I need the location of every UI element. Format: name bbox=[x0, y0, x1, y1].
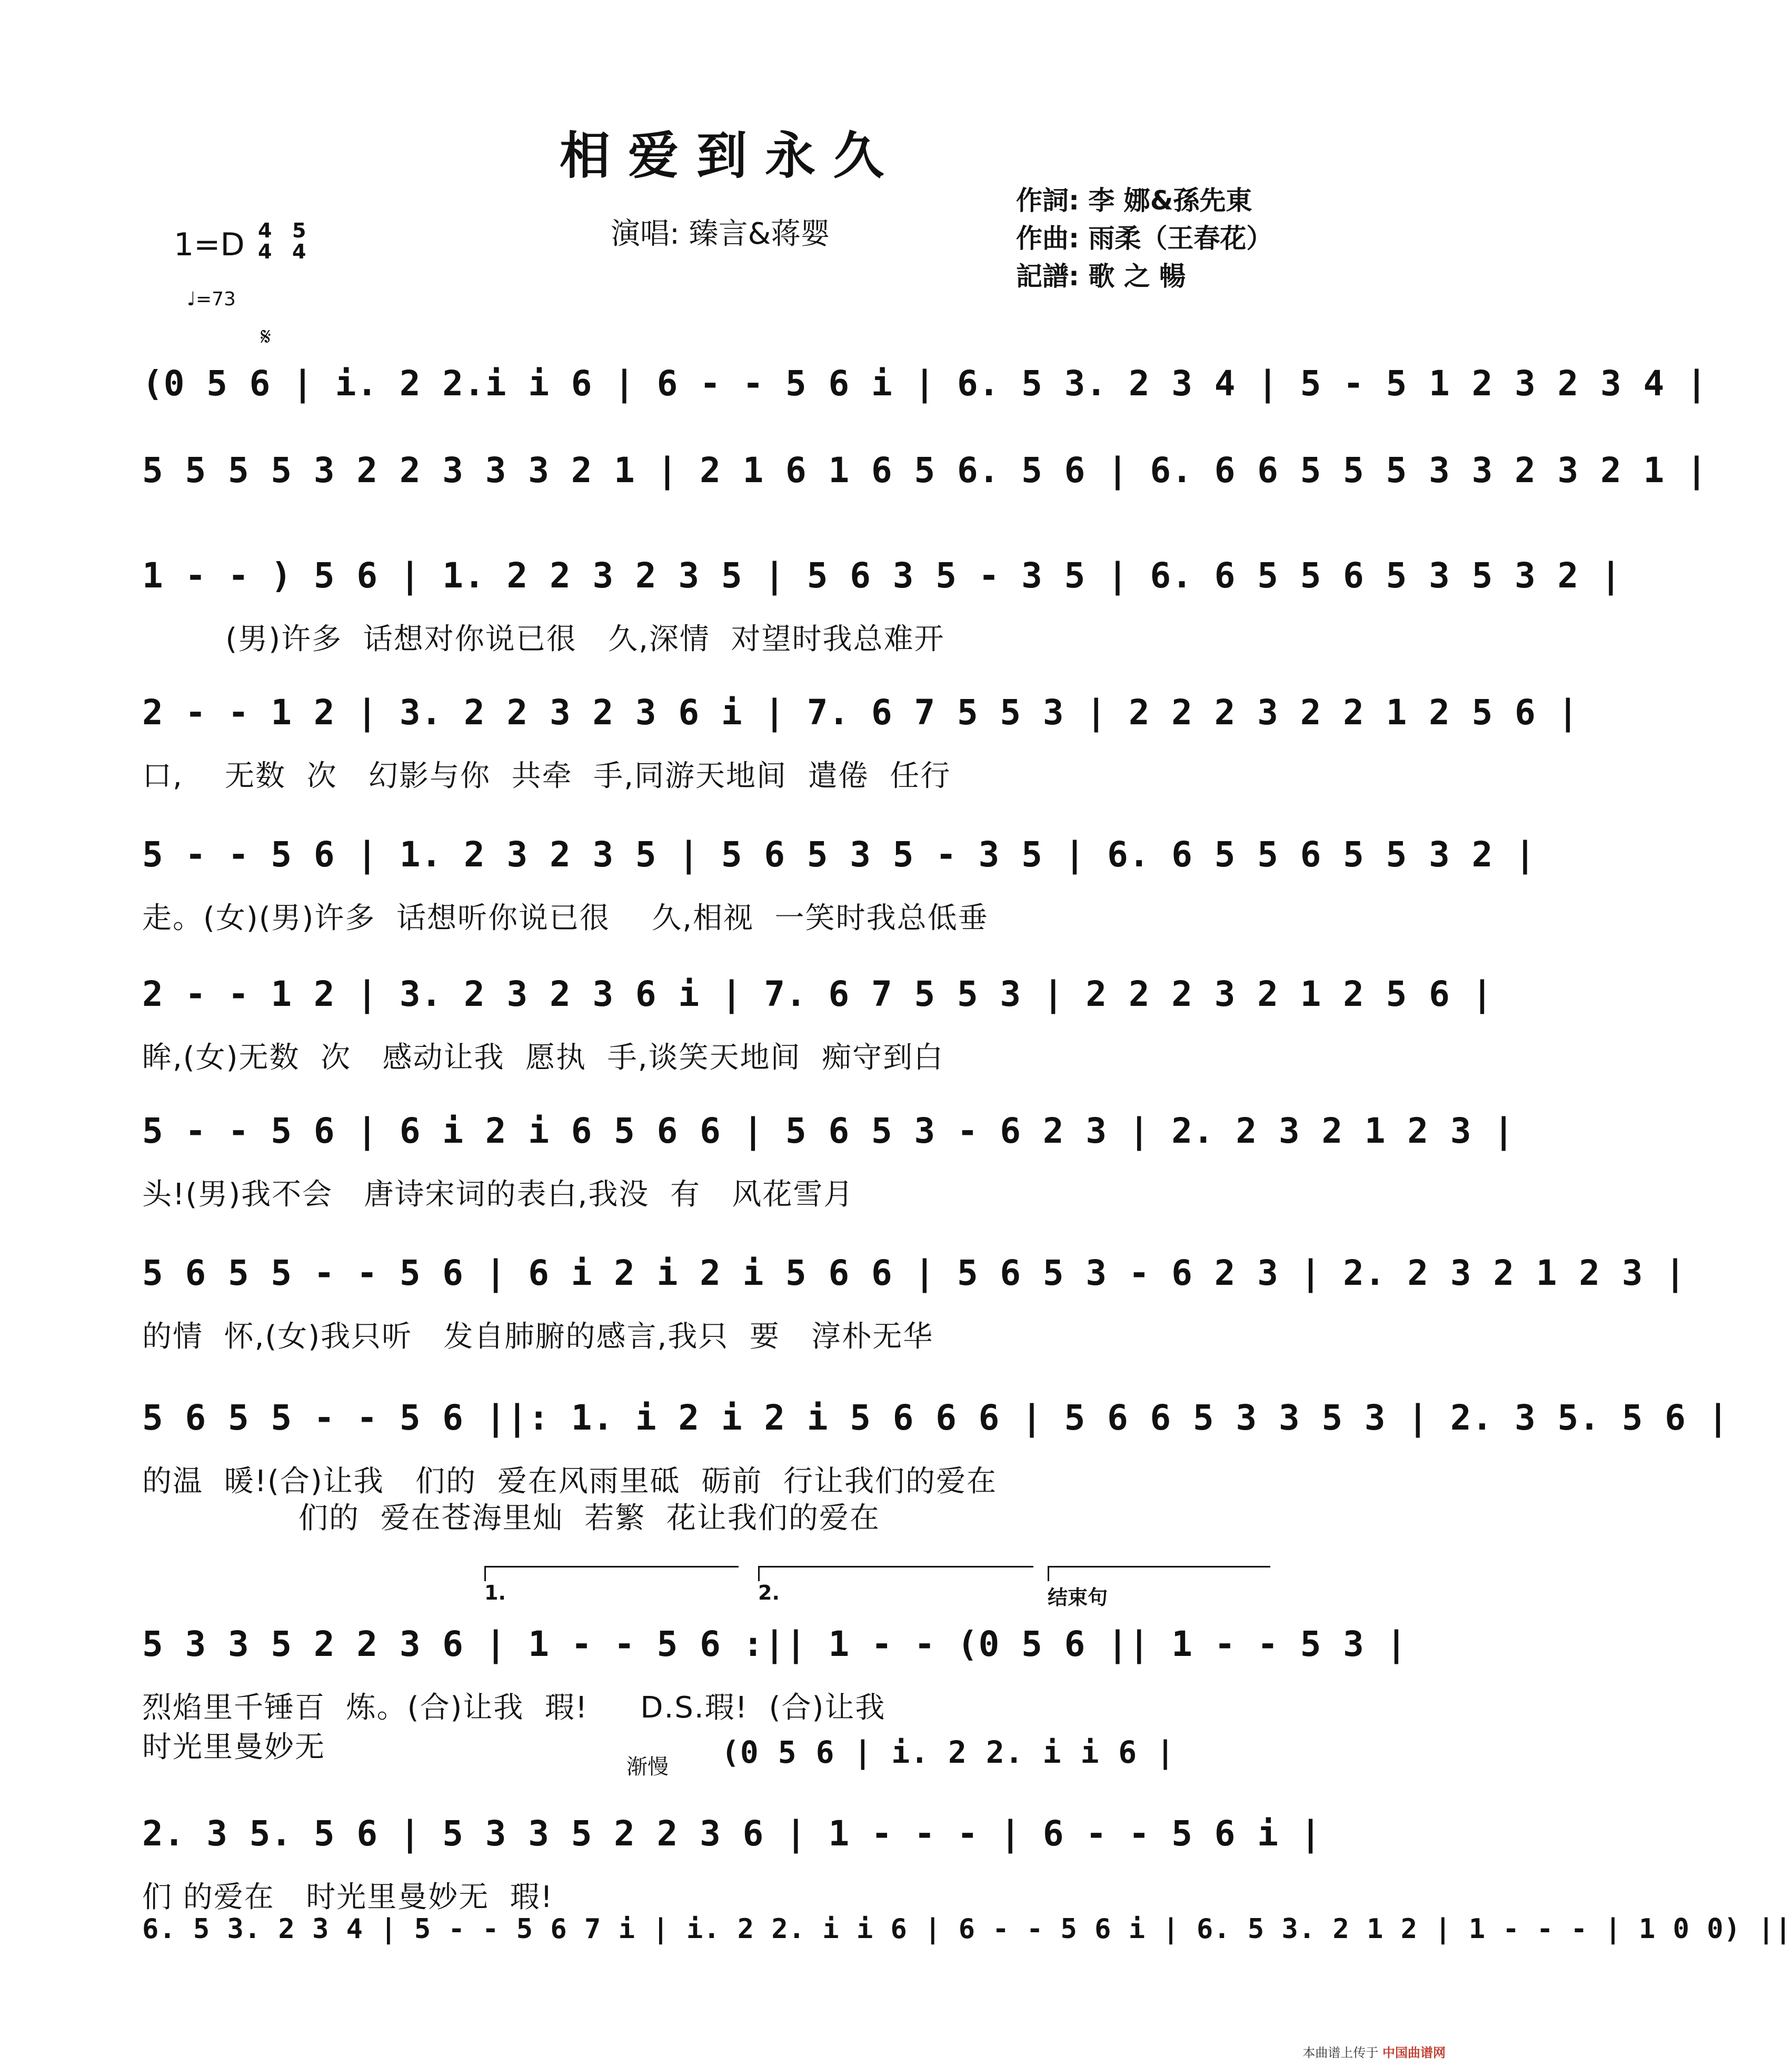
notation-credit: 記譜: 歌 之 暢 bbox=[1016, 261, 1186, 292]
volta-second: 2. bbox=[758, 1566, 1033, 1604]
lyric-row: 的情 怀,(女)我只听 发自肺腑的感言,我只 要 淳朴无华 bbox=[142, 1320, 934, 1354]
footer-watermark: 本曲谱上传于 中国曲谱网 bbox=[1302, 2045, 1446, 2060]
composer-credit: 作曲: 雨柔（王春花） bbox=[1016, 223, 1273, 254]
lyric-row: 头!(男)我不会 唐诗宋词的表白,我没 有 风花雪月 bbox=[142, 1177, 854, 1212]
time-signature-4-4: 4 4 bbox=[258, 219, 272, 263]
music-row: (0 5 6 | i. 2 2.i i 6 | 6 - - 5 6 i | 6. 5 3. 2 3 4 | 5 - 5 1 2 3 2 3 4 | bbox=[142, 363, 1708, 404]
music-row: 6. 5 3. 2 3 4 | 5 - - 5 6 7 i | i. 2 2. i i 6 | 6 - - 5 6 i | 6. 5 3. 2 1 2 | 1 - - - | 1 0 0) || bbox=[142, 1913, 1792, 1945]
music-row: 2 - - 1 2 | 3. 2 2 3 2 3 6 i | 7. 6 7 5 5 3 | 2 2 2 3 2 2 1 2 5 6 | bbox=[142, 692, 1579, 733]
credits-block bbox=[1016, 182, 1272, 295]
music-row: 1 - - ) 5 6 | 1. 2 2 3 2 3 5 | 5 6 3 5 - 3 5 | 6. 6 5 5 6 5 3 5 3 2 | bbox=[142, 555, 1622, 596]
lyric-row: 走。(女)(男)许多 话想听你说已很 久,相视 一笑时我总低垂 bbox=[142, 901, 989, 935]
lyric-row: 们 的爱在 时光里曼妙无 瑕! bbox=[142, 1880, 554, 1914]
volta-first: 1. bbox=[484, 1566, 739, 1604]
volta-ending: 结束句 bbox=[1048, 1566, 1270, 1610]
lyric-row: 们的 爱在苍海里灿 若繁 花让我们的爱在 bbox=[142, 1501, 880, 1535]
singer-credit: 演唱: 臻言&蒋婴 bbox=[611, 217, 830, 251]
music-row: 5 - - 5 6 | 1. 2 3 2 3 5 | 5 6 5 3 5 - 3 5 | 6. 6 5 5 6 5 5 3 2 | bbox=[142, 834, 1536, 875]
time-signature-5-4: 5 4 bbox=[292, 219, 306, 263]
lyric-row: 烈焰里千锤百 炼。(合)让我 瑕! D.S.瑕! (合)让我 bbox=[142, 1691, 886, 1725]
segno-sign: 𝄋 bbox=[261, 322, 271, 351]
key-signature: 1=D bbox=[174, 226, 245, 263]
music-row: 5 6 5 5 - - 5 6 ||: 1. i 2 i 2 i 5 6 6 6 | 5 6 6 5 3 3 5 3 | 2. 3 5. 5 6 | bbox=[142, 1397, 1729, 1438]
song-title: 相爱到永久 bbox=[560, 126, 902, 185]
inline-measures: (0 5 6 | i. 2 2. i i 6 | bbox=[721, 1734, 1176, 1770]
music-row: 2 - - 1 2 | 3. 2 3 2 3 6 i | 7. 6 7 5 5 3 | 2 2 2 3 2 1 2 5 6 | bbox=[142, 974, 1494, 1014]
music-row: 5 - - 5 6 | 6 i 2 i 6 5 6 6 | 5 6 5 3 - 6 2 3 | 2. 2 3 2 1 2 3 | bbox=[142, 1111, 1515, 1151]
lyric-row: 眸,(女)无数 次 感动让我 愿执 手,谈笑天地间 痴守到白 bbox=[142, 1041, 944, 1075]
lyric-row: 时光里曼妙无 bbox=[142, 1730, 325, 1764]
lyric-row: 的温 暖!(合)让我 们的 爱在风雨里砥 砺前 行让我们的爱在 bbox=[142, 1464, 997, 1499]
lyric-row: 口, 无数 次 幻影与你 共牵 手,同游天地间 遣倦 任行 bbox=[142, 759, 951, 793]
music-row: 5 3 3 5 2 2 3 6 | 1 - - 5 6 :|| 1 - - (0 5 6 || 1 - - 5 3 | bbox=[142, 1624, 1408, 1664]
lyricist-credit: 作詞: 李 娜&孫先東 bbox=[1016, 185, 1252, 216]
tempo-marking: ♩=73 bbox=[187, 288, 236, 310]
lyric-row: (男)许多 话想对你说已很 久,深情 对望时我总难开 bbox=[142, 622, 945, 656]
music-row: 2. 3 5. 5 6 | 5 3 3 5 2 2 3 6 | 1 - - - | 6 - - 5 6 i | bbox=[142, 1813, 1322, 1854]
ritardando-label: 渐慢 bbox=[626, 1755, 669, 1779]
music-row: 5 5 5 5 3 2 2 3 3 3 2 1 | 2 1 6 1 6 5 6. 5 6 | 6. 6 6 5 5 5 3 3 2 3 2 1 | bbox=[142, 450, 1708, 491]
music-row: 5 6 5 5 - - 5 6 | 6 i 2 i 2 i 5 6 6 | 5 6 5 3 - 6 2 3 | 2. 2 3 2 1 2 3 | bbox=[142, 1253, 1686, 1293]
